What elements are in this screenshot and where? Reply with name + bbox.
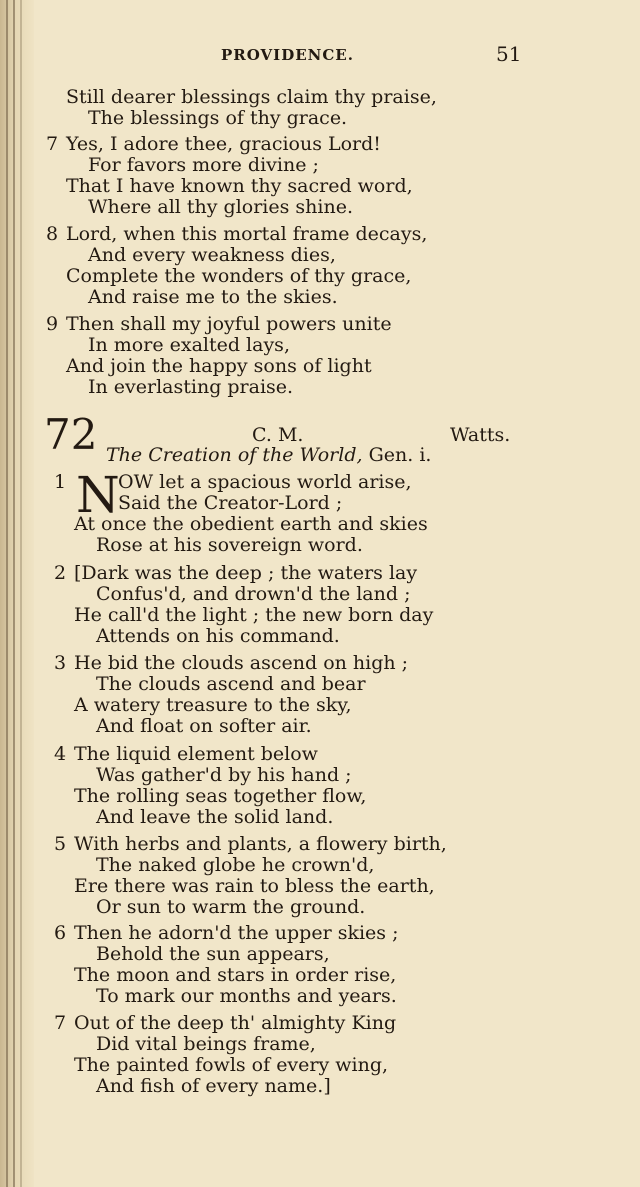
verse-line: To mark our months and years. xyxy=(96,985,397,1007)
verse-number: 7 xyxy=(46,133,59,155)
verse-line: Then shall my joyful powers unite xyxy=(66,313,392,335)
verse-line: In more exalted lays, xyxy=(88,334,290,356)
hymn-author: Watts. xyxy=(450,424,511,446)
verse-line: And fish of every name.] xyxy=(96,1075,331,1097)
verse-line: And raise me to the skies. xyxy=(88,286,338,308)
page-number: 51 xyxy=(496,42,522,66)
verse-line: And leave the solid land. xyxy=(96,806,334,828)
verse-line: Still dearer blessings claim thy praise, xyxy=(66,86,437,108)
verse-line: The rolling seas together flow, xyxy=(74,785,367,807)
verse-number: 8 xyxy=(46,223,59,245)
verse-line: The blessings of thy grace. xyxy=(88,107,348,129)
verse-line: Where all thy glories shine. xyxy=(88,196,353,218)
verse-number: 4 xyxy=(54,743,67,765)
verse-line: And join the happy sons of light xyxy=(66,355,372,377)
verse-line: Ere there was rain to bless the earth, xyxy=(74,875,435,897)
verse-number: 9 xyxy=(46,313,59,335)
drop-cap: N xyxy=(76,466,120,524)
verse-line: Was gather'd by his hand ; xyxy=(96,764,352,786)
verse-line: Rose at his sovereign word. xyxy=(96,534,363,556)
running-header: PROVIDENCE. xyxy=(221,46,354,64)
verse-line: In everlasting praise. xyxy=(88,376,294,398)
verse-line: He bid the clouds ascend on high ; xyxy=(74,652,409,674)
hymn-number: 72 xyxy=(44,410,98,459)
verse-line: Behold the sun appears, xyxy=(96,943,330,965)
verse-line: For favors more divine ; xyxy=(88,154,319,176)
verse-number: 1 xyxy=(54,471,67,493)
verse-line: [Dark was the deep ; the waters lay xyxy=(74,562,418,584)
verse-line: And float on softer air. xyxy=(96,715,312,737)
verse-line: The painted fowls of every wing, xyxy=(74,1054,389,1076)
verse-line: Or sun to warm the ground. xyxy=(96,896,366,918)
verse-line: OW let a spacious world arise, xyxy=(118,471,412,493)
hymn-meter: C. M. xyxy=(252,424,304,446)
hymn-subtitle-title: The Creation of the World, xyxy=(106,444,363,466)
verse-line: At once the obedient earth and skies xyxy=(74,513,428,535)
verse-number: 5 xyxy=(54,833,67,855)
hymn-subtitle-ref: Gen. i. xyxy=(368,444,432,466)
verse-line: A watery treasure to the sky, xyxy=(74,694,352,716)
verse-number: 6 xyxy=(54,922,67,944)
verse-line: Then he adorn'd the upper skies ; xyxy=(74,922,399,944)
verse-line: Yes, I adore thee, gracious Lord! xyxy=(66,133,381,155)
verse-line: The moon and stars in order rise, xyxy=(74,964,397,986)
verse-line: Complete the wonders of thy grace, xyxy=(66,265,412,287)
verse-line: The clouds ascend and bear xyxy=(96,673,366,695)
verse-number: 2 xyxy=(54,562,67,584)
hymn-subtitle xyxy=(106,444,431,466)
verse-line: Confus'd, and drown'd the land ; xyxy=(96,583,411,605)
verse-line: Said the Creator-Lord ; xyxy=(118,492,343,514)
verse-line: That I have known thy sacred word, xyxy=(66,175,413,197)
verse-number: 7 xyxy=(54,1012,67,1034)
verse-line: The naked globe he crown'd, xyxy=(96,854,375,876)
verse-line: He call'd the light ; the new born day xyxy=(74,604,434,626)
verse-number: 3 xyxy=(54,652,67,674)
verse-line: Attends on his command. xyxy=(96,625,340,647)
verse-line: And every weakness dies, xyxy=(88,244,336,266)
verse-line: Lord, when this mortal frame decays, xyxy=(66,223,428,245)
verse-line: With herbs and plants, a flowery birth, xyxy=(74,833,447,855)
verse-line: Out of the deep th' almighty King xyxy=(74,1012,397,1034)
verse-line: Did vital beings frame, xyxy=(96,1033,316,1055)
verse-line: The liquid element below xyxy=(74,743,318,765)
